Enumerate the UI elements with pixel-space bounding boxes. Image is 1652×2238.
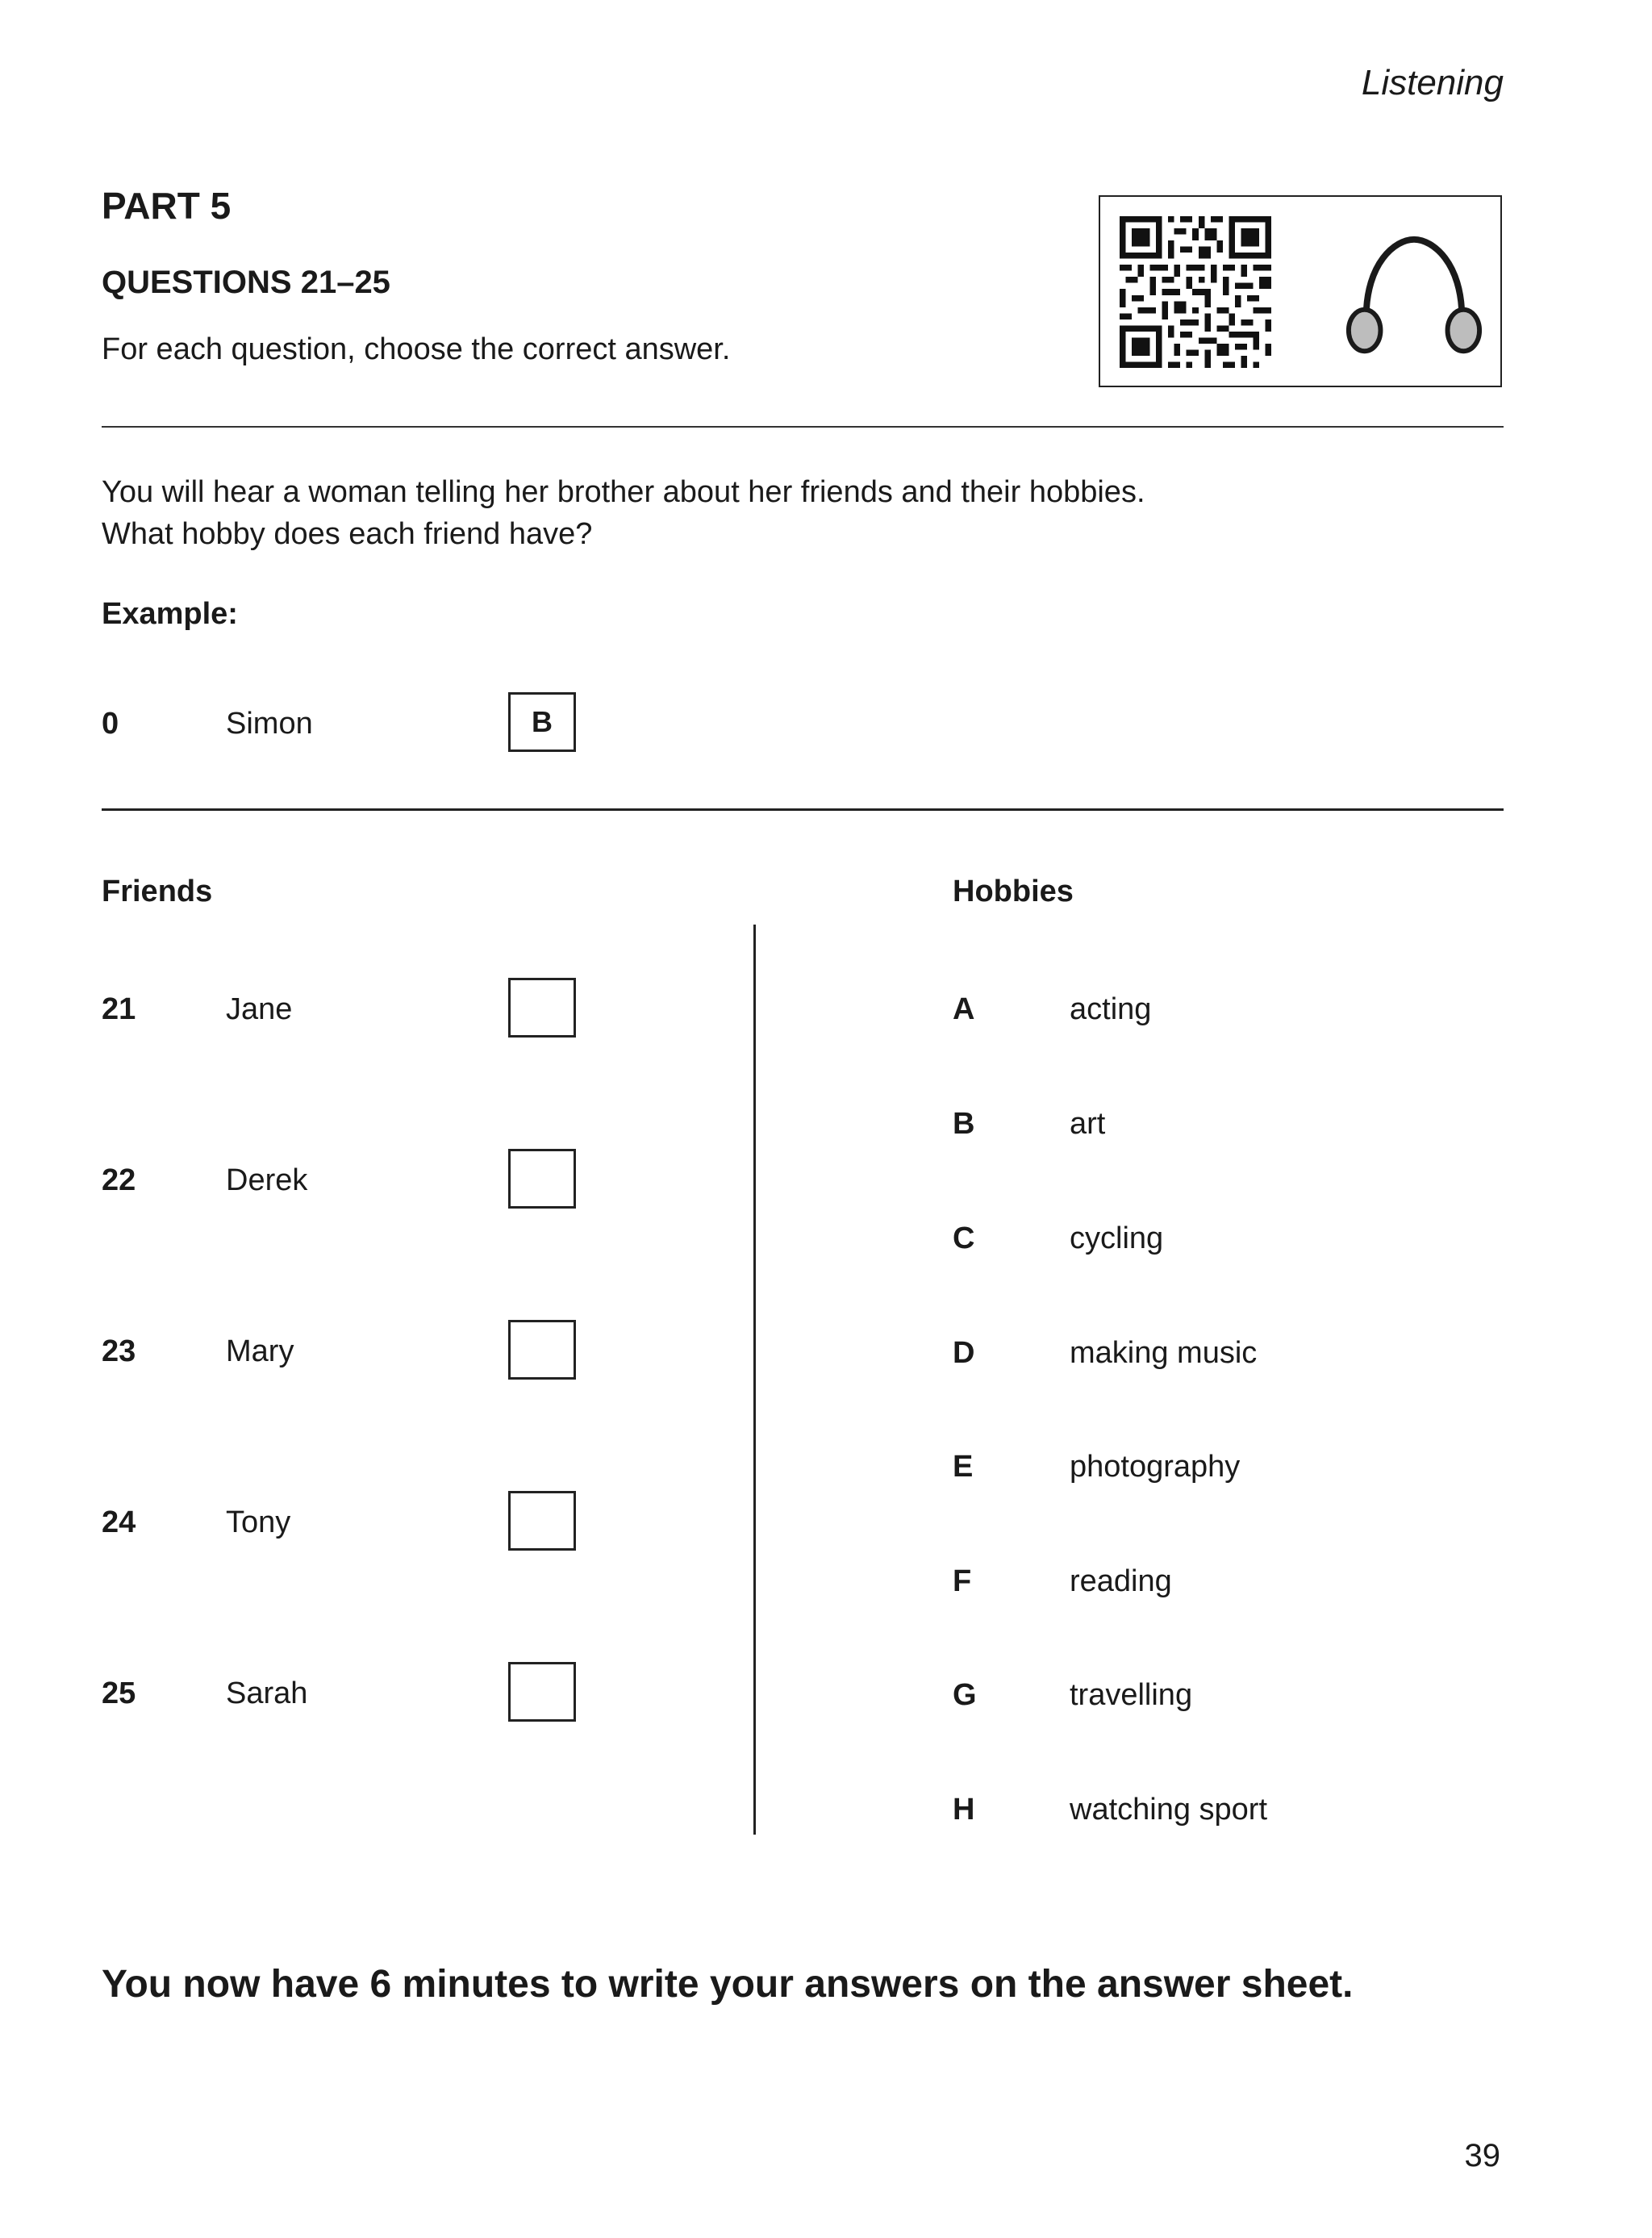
hobby-option: watching sport — [1070, 1793, 1268, 1827]
hobby-letter: E — [953, 1450, 974, 1484]
section-divider-bottom — [102, 808, 1504, 811]
closing-instruction: You now have 6 minutes to write your answers on the answer sheet. — [102, 1963, 1354, 2006]
answer-box-22[interactable] — [508, 1149, 576, 1209]
hobby-option: acting — [1070, 992, 1152, 1026]
task-intro — [102, 471, 1145, 555]
friend-name: Mary — [226, 1334, 294, 1368]
instruction-text: For each question, choose the correct answer. — [102, 332, 731, 366]
hobby-letter: B — [953, 1107, 975, 1141]
friend-number: 23 — [102, 1334, 136, 1368]
qr-code-icon — [1120, 216, 1271, 368]
friend-name: Derek — [226, 1163, 308, 1197]
hobby-option: art — [1070, 1107, 1106, 1141]
column-divider — [753, 925, 756, 1835]
hobby-letter: G — [953, 1678, 977, 1712]
hobby-option: photography — [1070, 1450, 1241, 1484]
example-label: Example: — [102, 597, 238, 631]
intro-line-1: You will hear a woman telling her brother about her friends and their hobbies. — [102, 475, 1145, 509]
example-number: 0 — [102, 707, 119, 741]
friend-number: 25 — [102, 1676, 136, 1710]
friend-number: 21 — [102, 992, 136, 1026]
example-name: Simon — [226, 707, 313, 741]
hobby-option: reading — [1070, 1564, 1172, 1598]
example-answer-box: B — [508, 692, 576, 752]
section-label: Listening — [1361, 63, 1504, 102]
hobby-option: making music — [1070, 1336, 1258, 1370]
answer-box-23[interactable] — [508, 1320, 576, 1380]
friend-name: Tony — [226, 1505, 291, 1539]
answer-box-24[interactable] — [508, 1491, 576, 1551]
part-title: PART 5 — [102, 185, 232, 227]
friend-name: Sarah — [226, 1676, 308, 1710]
hobby-letter: D — [953, 1336, 975, 1370]
questions-range-heading: QUESTIONS 21–25 — [102, 265, 390, 300]
hobby-option: cycling — [1070, 1221, 1164, 1255]
friends-heading: Friends — [102, 875, 213, 908]
hobbies-heading: Hobbies — [953, 875, 1074, 908]
hobby-letter: H — [953, 1793, 975, 1827]
intro-line-2: What hobby does each friend have? — [102, 517, 593, 551]
answer-box-25[interactable] — [508, 1662, 576, 1722]
hobby-option: travelling — [1070, 1678, 1193, 1712]
section-divider-top — [102, 426, 1504, 428]
friend-name: Jane — [226, 992, 293, 1026]
audio-box — [1099, 195, 1502, 387]
headphones-icon — [1342, 228, 1486, 365]
hobby-letter: C — [953, 1221, 975, 1255]
hobby-letter: F — [953, 1564, 972, 1598]
answer-box-21[interactable] — [508, 978, 576, 1038]
page-number: 39 — [1464, 2138, 1500, 2173]
friend-number: 24 — [102, 1505, 136, 1539]
friend-number: 22 — [102, 1163, 136, 1197]
hobby-letter: A — [953, 992, 975, 1026]
